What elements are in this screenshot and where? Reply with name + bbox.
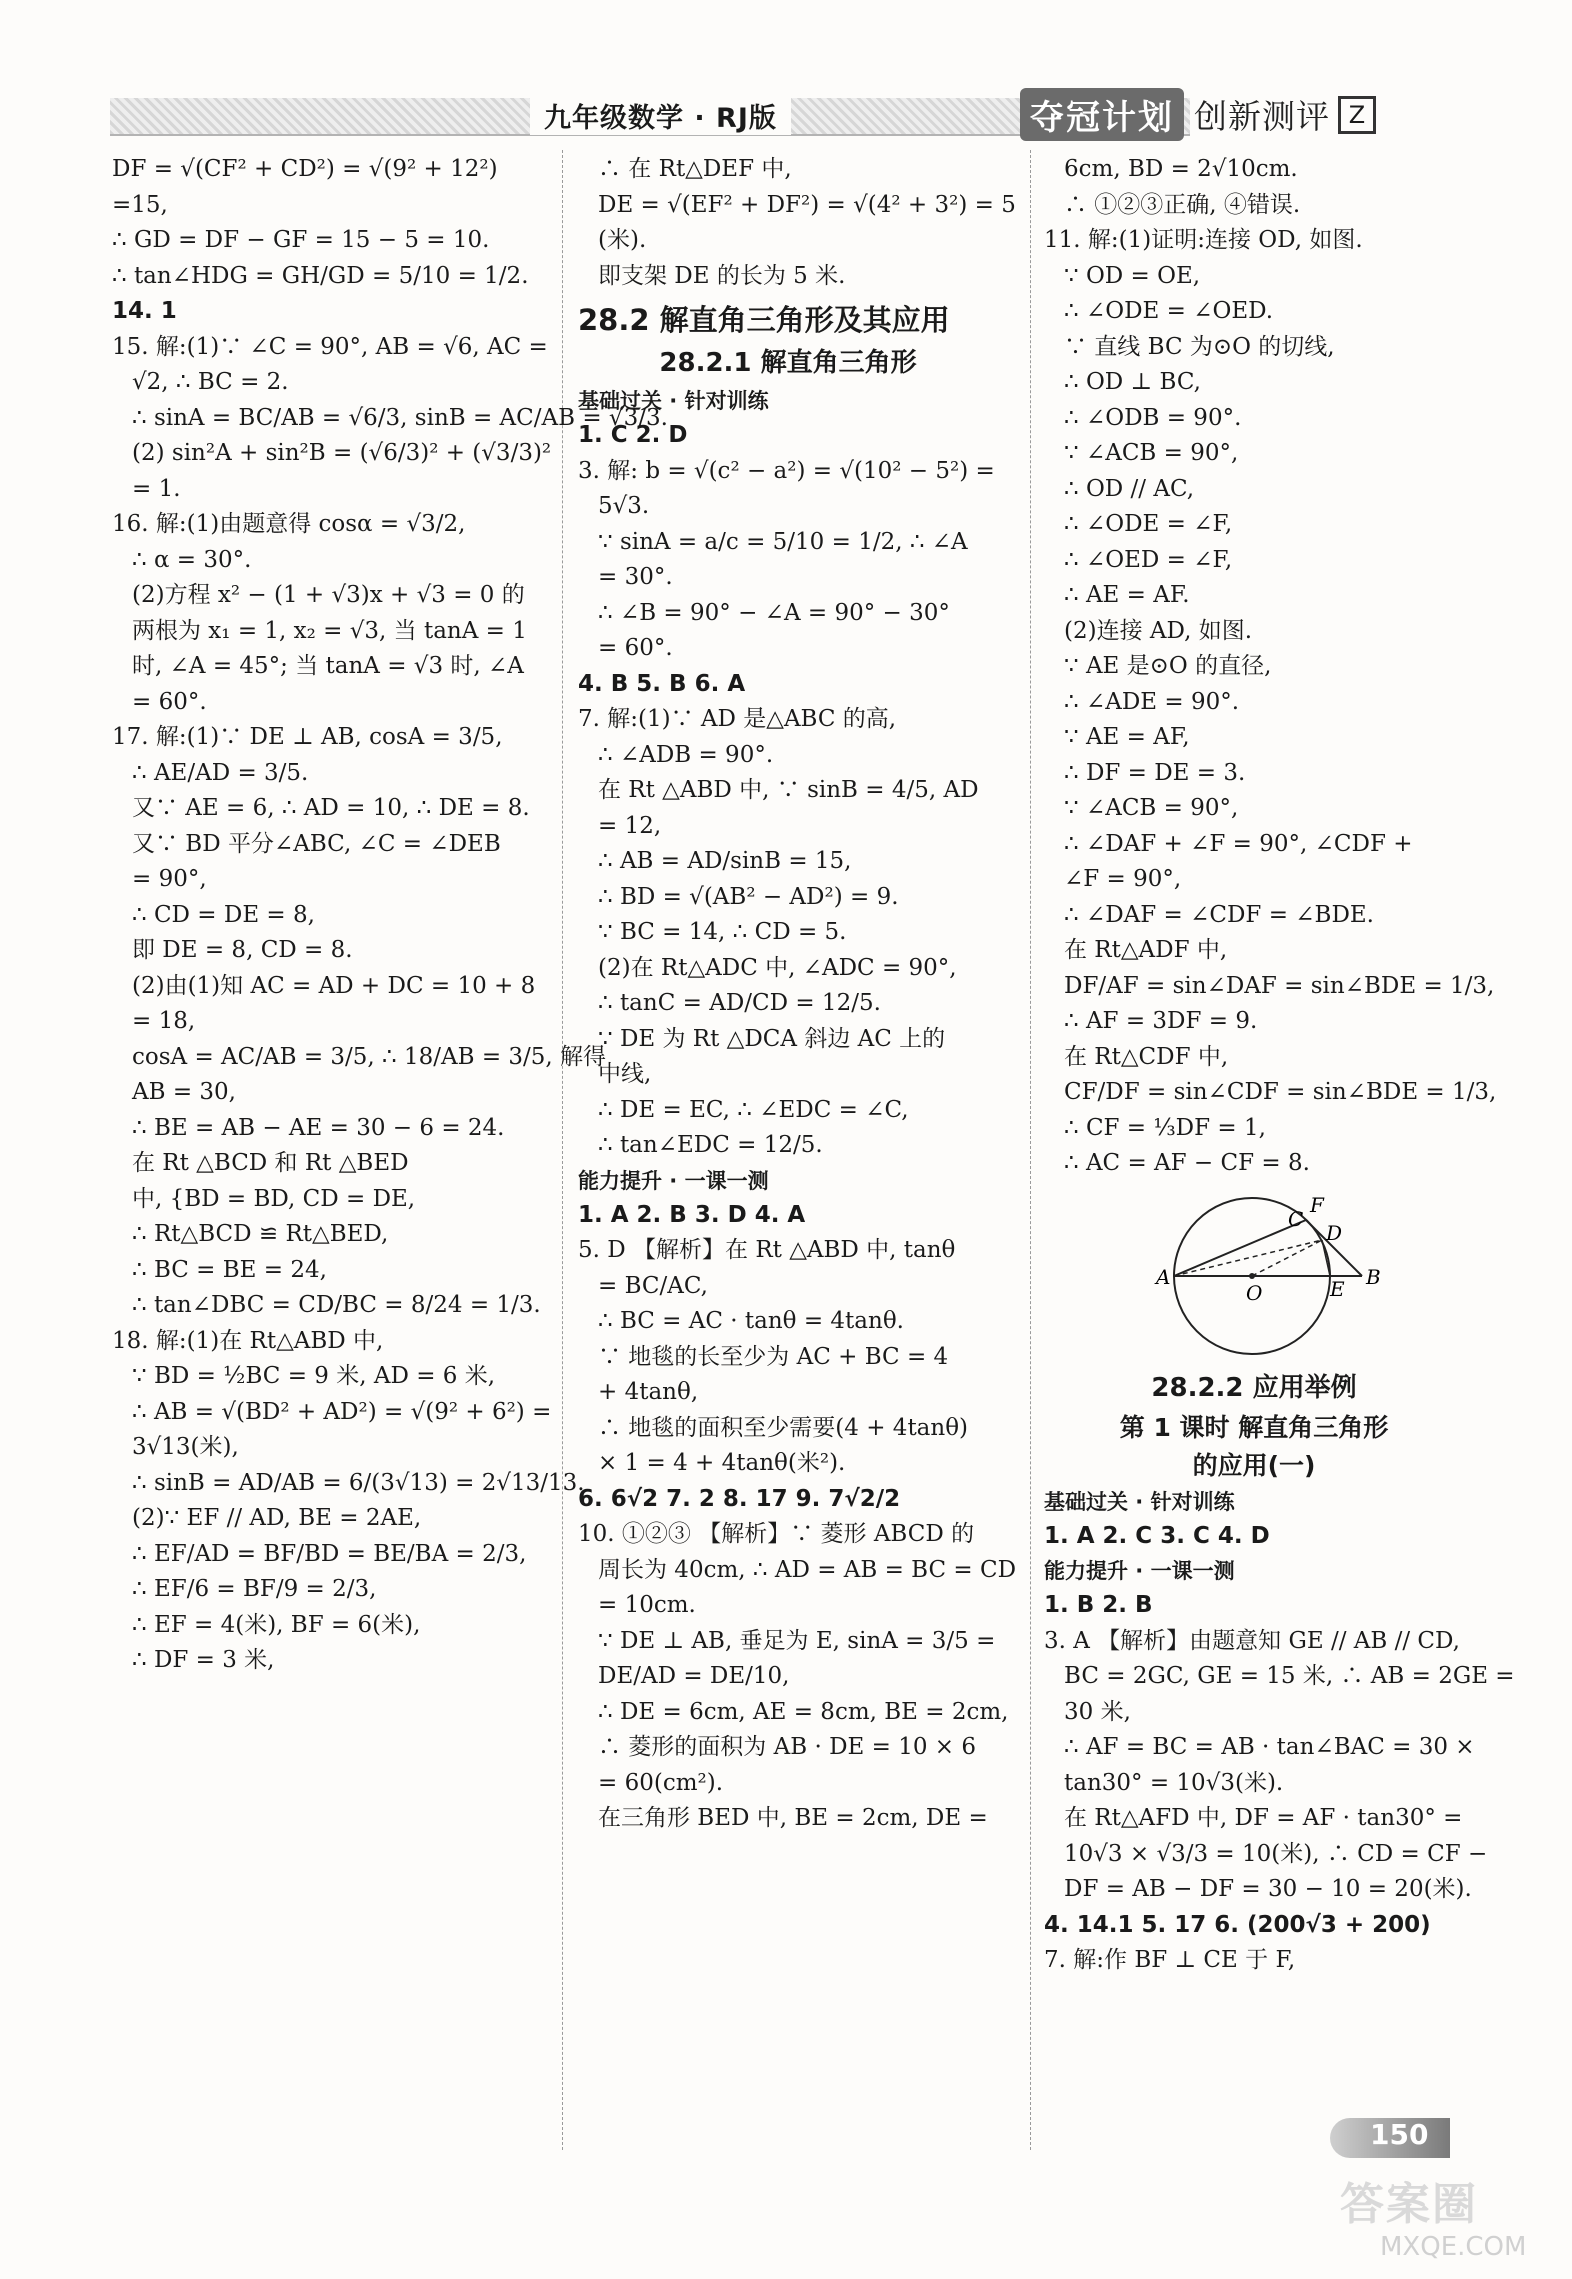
text-line: ∴ tan∠EDC = 12/5.: [598, 1132, 823, 1158]
text-line: ∴ Rt△BCD ≌ Rt△BED,: [132, 1221, 389, 1247]
column-2: [578, 152, 1017, 1837]
text-line: DE = √(EF² + DF²) = √(4² + 3²) = 5: [598, 191, 1016, 218]
text-line: ∴ 在 Rt△DEF 中,: [598, 156, 792, 182]
text-line: 在三角形 BED 中, BE = 2cm, DE =: [598, 1805, 988, 1831]
text-line: ∵ ∠ACB = 90°,: [1064, 440, 1239, 466]
text-line: ∵ 地毯的长至少为 AC + BC = 4: [598, 1343, 949, 1370]
text-line: ∴ OD ⊥ BC,: [1064, 369, 1201, 395]
text-line: ∴ BE = AB − AE = 30 − 6 = 24.: [132, 1114, 505, 1141]
label-b: B: [1366, 1264, 1381, 1289]
text-line: ∴ ∠ODB = 90°.: [1064, 404, 1242, 431]
text-line: ∴ EF/AD = BF/BD = BE/BA = 2/3,: [132, 1540, 527, 1567]
circle-tangent-figure: [1044, 1188, 1464, 1363]
text-line: =15,: [112, 191, 168, 218]
section-tag: 能力提升 · 一课一测: [1044, 1559, 1235, 1583]
answer-item: 6. 6√2 7. 2 8. 17 9. 7√2/2: [578, 1485, 901, 1512]
text-line: ∴ sinB = AD/AB = 6/(3√13) = 2√13/13.: [132, 1469, 585, 1496]
text-line: (米).: [598, 227, 647, 253]
text-line: (2)连接 AD, 如图.: [1064, 617, 1253, 644]
text-line: ∴ ∠ODE = ∠F,: [1064, 511, 1233, 537]
label-e: E: [1330, 1276, 1345, 1301]
text-line: ∴ AF = BC = AB · tan∠BAC = 30 ×: [1064, 1734, 1475, 1760]
subsection-title: 28.2.1 解直角三角形: [659, 348, 917, 378]
text-line: ∠F = 90°,: [1064, 866, 1182, 892]
line-af: [1174, 1220, 1306, 1276]
text-line: ∴ DE = EC, ∴ ∠EDC = ∠C,: [598, 1096, 909, 1123]
text-line: ∴ ①②③正确, ④错误.: [1064, 191, 1301, 218]
text-line: ∴ AE = AF.: [1064, 582, 1190, 608]
geometry-diagram: [1044, 1188, 1464, 1363]
text-line: + 4tanθ,: [598, 1379, 699, 1405]
text-line: cosA = AC/AB = 3/5, ∴ 18/AB = 3/5, 解得: [132, 1043, 607, 1070]
text-line: = 18,: [132, 1008, 196, 1034]
text-line: ∴ EF = 4(米), BF = 6(米),: [132, 1611, 421, 1638]
text-line: √2, ∴ BC = 2.: [132, 369, 289, 395]
center-point: [1249, 1273, 1255, 1279]
text-line: ∴ CF = ⅓DF = 1,: [1064, 1114, 1266, 1141]
text-line: 中线,: [598, 1061, 652, 1087]
text-line: = 1.: [132, 475, 181, 502]
text-line: 6cm, BD = 2√10cm.: [1064, 156, 1298, 182]
section-tag: 能力提升 · 一课一测: [578, 1168, 769, 1193]
text-line: = 60(cm²).: [598, 1769, 724, 1796]
answer-item: 4. 14.1 5. 17 6. (200√3 + 200): [1044, 1911, 1431, 1938]
text-line: = 90°,: [132, 866, 207, 892]
line-od: [1252, 1240, 1322, 1276]
text-line: (2)方程 x² − (1 + √3)x + √3 = 0 的: [132, 582, 525, 608]
lesson-title: 的应用(一): [1192, 1450, 1316, 1480]
text-line: (2) sin²A + sin²B = (√6/3)² + (√3/3)²: [132, 440, 552, 466]
section-tag: 基础过关 · 针对训练: [1044, 1489, 1235, 1514]
text-line: ∴ AE/AD = 3/5.: [132, 759, 309, 786]
text-line: 在 Rt△CDF 中,: [1064, 1043, 1229, 1070]
brand-subtitle: 创新测评: [1194, 97, 1330, 136]
text-line: 5√3.: [598, 493, 650, 519]
answer-item: 16. 解:(1)由题意得 cosα = √3/2,: [112, 511, 466, 537]
text-line: ∵ sinA = a/c = 5/10 = 1/2, ∴ ∠A: [598, 528, 968, 555]
text-line: ∵ AE = AF,: [1064, 724, 1190, 750]
text-line: 又∵ BD 平分∠ABC, ∠C = ∠DEB: [132, 830, 501, 857]
page-header: [110, 88, 1465, 148]
text-line: ∴ tan∠DBC = CD/BC = 8/24 = 1/3.: [132, 1292, 541, 1318]
text-line: ∴ BD = √(AB² − AD²) = 9.: [598, 883, 899, 910]
text-line: ∴ ∠ODE = ∠OED.: [1064, 298, 1274, 324]
text-line: DF = √(CF² + CD²) = √(9² + 12²): [112, 156, 498, 182]
text-line: ∴ OD // AC,: [1064, 475, 1195, 502]
subsection-title: 28.2.2 应用举例: [1151, 1372, 1357, 1403]
text-line: ∴ DF = 3 米,: [132, 1647, 275, 1673]
answer-item: 17. 解:(1)∵ DE ⊥ AB, cosA = 3/5,: [112, 724, 503, 750]
text-line: ∵ DE ⊥ AB, 垂足为 E, sinA = 3/5 =: [598, 1627, 996, 1654]
text-line: ∴ DF = DE = 3.: [1064, 759, 1246, 786]
text-line: 两根为 x₁ = 1, x₂ = √3, 当 tanA = 1: [132, 617, 527, 644]
text-line: ∴ 菱形的面积为 AB · DE = 10 × 6: [598, 1734, 976, 1760]
text-line: (2)在 Rt△ADC 中, ∠ADC = 90°,: [598, 954, 957, 981]
text-line: DE/AD = DE/10,: [598, 1663, 790, 1689]
answer-item: 1. C 2. D: [578, 422, 688, 448]
label-c: C: [1288, 1206, 1304, 1231]
text-line: CF/DF = sin∠CDF = sin∠BDE = 1/3,: [1064, 1079, 1497, 1105]
text-line: ∴ AF = 3DF = 9.: [1064, 1008, 1258, 1034]
label-o: O: [1246, 1280, 1263, 1305]
watermark-logo: 答案圈: [1340, 2179, 1478, 2230]
section-tag: 基础过关 · 针对训练: [578, 389, 769, 413]
text-line: 3√13(米),: [132, 1434, 239, 1460]
answer-item: 1. A 2. B 3. D 4. A: [578, 1201, 806, 1228]
page-number: 150: [1370, 2118, 1429, 2151]
text-line: ∵ DE 为 Rt △DCA 斜边 AC 上的: [598, 1025, 946, 1052]
text-line: DF = AB − DF = 30 − 10 = 20(米).: [1064, 1876, 1472, 1902]
text-line: = 60°.: [598, 635, 673, 661]
label-f: F: [1310, 1192, 1324, 1217]
answer-item: 3. 解: b = √(c² − a²) = √(10² − 5²) =: [578, 457, 995, 484]
text-line: ∵ 直线 BC 为⊙O 的切线,: [1064, 333, 1335, 360]
text-line: ∴ DE = 6cm, AE = 8cm, BE = 2cm,: [598, 1698, 1009, 1725]
text-line: ∴ sinA = BC/AB = √6/3, sinB = AC/AB = √3/3.: [132, 404, 668, 431]
text-line: = 10cm.: [598, 1592, 696, 1618]
text-line: ∵ AE 是⊙O 的直径,: [1064, 653, 1272, 679]
text-line: BC = 2GC, GE = 15 米, ∴ AB = 2GE =: [1064, 1663, 1515, 1689]
text-line: ∴ 地毯的面积至少需要(4 + 4tanθ): [598, 1414, 969, 1441]
watermark-url: MXQE.COM: [1380, 2232, 1527, 2262]
text-line: (2)由(1)知 AC = AD + DC = 10 + 8: [132, 972, 536, 999]
text-line: ∴ tan∠HDG = GH/GD = 5/10 = 1/2.: [112, 262, 529, 289]
text-line: 时, ∠A = 45°; 当 tanA = √3 时, ∠A: [132, 653, 524, 679]
text-line: ∵ ∠ACB = 90°,: [1064, 795, 1239, 821]
text-line: 30 米,: [1064, 1698, 1131, 1725]
text-line: = 12,: [598, 812, 662, 839]
answer-item: 1. A 2. C 3. C 4. D: [1044, 1522, 1270, 1549]
brand-badge: Z: [1338, 96, 1376, 134]
answer-item: 15. 解:(1)∵ ∠C = 90°, AB = √6, AC =: [112, 333, 548, 360]
answer-item: 18. 解:(1)在 Rt△ABD 中,: [112, 1327, 384, 1354]
answer-item: 7. 解:作 BF ⊥ CE 于 F,: [1044, 1947, 1296, 1973]
text-line: 中, {BD = BD, CD = DE,: [132, 1185, 416, 1212]
text-line: 即支架 DE 的长为 5 米.: [598, 262, 846, 289]
text-line: AB = 30,: [132, 1079, 236, 1105]
text-line: (2)∵ EF // AD, BE = 2AE,: [132, 1505, 422, 1531]
text-line: ∴ α = 30°.: [132, 546, 252, 573]
label-a: A: [1156, 1264, 1171, 1289]
text-line: ∵ BC = 14, ∴ CD = 5.: [598, 919, 847, 945]
text-line: 周长为 40cm, ∴ AD = AB = BC = CD: [598, 1556, 1017, 1583]
text-line: ∴ CD = DE = 8,: [132, 901, 315, 928]
text-line: ∴ ∠ADE = 90°.: [1064, 688, 1240, 715]
answer-item: 3. A 【解析】由题意知 GE // AB // CD,: [1044, 1627, 1460, 1654]
text-line: ∴ ∠OED = ∠F,: [1064, 546, 1233, 573]
column-divider: [1030, 150, 1031, 2150]
answer-item: 1. B 2. B: [1044, 1592, 1153, 1618]
text-line: 在 Rt △ABD 中, ∵ sinB = 4/5, AD: [598, 777, 979, 803]
answer-item: 5. D 【解析】在 Rt △ABD 中, tanθ: [578, 1237, 956, 1263]
text-line: 在 Rt△ADF 中,: [1064, 937, 1228, 963]
text-line: ∴ BC = BE = 24,: [132, 1256, 327, 1283]
text-line: ∵ OD = OE,: [1064, 262, 1201, 289]
text-line: 即 DE = 8, CD = 8.: [132, 937, 353, 963]
section-title: 28.2 解直角三角形及其应用: [578, 303, 950, 337]
brand-logo: 夺冠计划: [1020, 88, 1184, 141]
header-subject: 九年级数学 · RJ版: [530, 96, 791, 135]
text-line: = 30°.: [598, 564, 673, 590]
text-line: × 1 = 4 + 4tanθ(米²).: [598, 1450, 846, 1476]
brand: [1020, 88, 1376, 141]
text-line: ∴ ∠DAF + ∠F = 90°, ∠CDF +: [1064, 830, 1413, 857]
lesson-title: 第 1 课时 解直角三角形: [1119, 1412, 1389, 1442]
text-line: ∴ ∠ADB = 90°.: [598, 741, 774, 768]
text-line: ∴ GD = DF − GF = 15 − 5 = 10.: [112, 227, 490, 253]
text-line: ∴ ∠B = 90° − ∠A = 90° − 30°: [598, 599, 950, 626]
column-3: [1044, 152, 1515, 1979]
answer-item: 10. ①②③ 【解析】∵ 菱形 ABCD 的: [578, 1521, 975, 1547]
text-line: 在 Rt △BCD 和 Rt △BED: [132, 1150, 409, 1176]
text-line: ∴ ∠DAF = ∠CDF = ∠BDE.: [1064, 901, 1374, 928]
answer-item: 4. B 5. B 6. A: [578, 670, 746, 697]
text-line: = 60°.: [132, 688, 207, 715]
label-d: D: [1326, 1220, 1343, 1245]
text-line: ∴ BC = AC · tanθ = 4tanθ.: [598, 1308, 904, 1334]
text-line: ∴ AC = AF − CF = 8.: [1064, 1150, 1310, 1176]
answer-item: 7. 解:(1)∵ AD 是△ABC 的高,: [578, 706, 897, 732]
text-line: ∴ tanC = AD/CD = 12/5.: [598, 990, 881, 1016]
text-line: 10√3 × √3/3 = 10(米), ∴ CD = CF −: [1064, 1840, 1488, 1867]
column-divider: [562, 150, 563, 2150]
text-line: ∴ AB = AD/sinB = 15,: [598, 848, 852, 874]
answer-item: 11. 解:(1)证明:连接 OD, 如图.: [1044, 227, 1363, 253]
answer-item: 14. 1: [112, 298, 177, 324]
text-line: ∴ EF/6 = BF/9 = 2/3,: [132, 1576, 377, 1602]
text-line: ∴ AB = √(BD² + AD²) = √(9² + 6²) =: [132, 1398, 552, 1425]
text-line: DF/AF = sin∠DAF = sin∠BDE = 1/3,: [1064, 972, 1495, 999]
text-line: tan30° = 10√3(米).: [1064, 1769, 1284, 1796]
text-line: = BC/AC,: [598, 1272, 708, 1299]
text-line: 在 Rt△AFD 中, DF = AF · tan30° =: [1064, 1805, 1463, 1831]
text-line: ∵ BD = ½BC = 9 米, AD = 6 米,: [132, 1363, 496, 1389]
text-line: 又∵ AE = 6, ∴ AD = 10, ∴ DE = 8.: [132, 795, 530, 821]
